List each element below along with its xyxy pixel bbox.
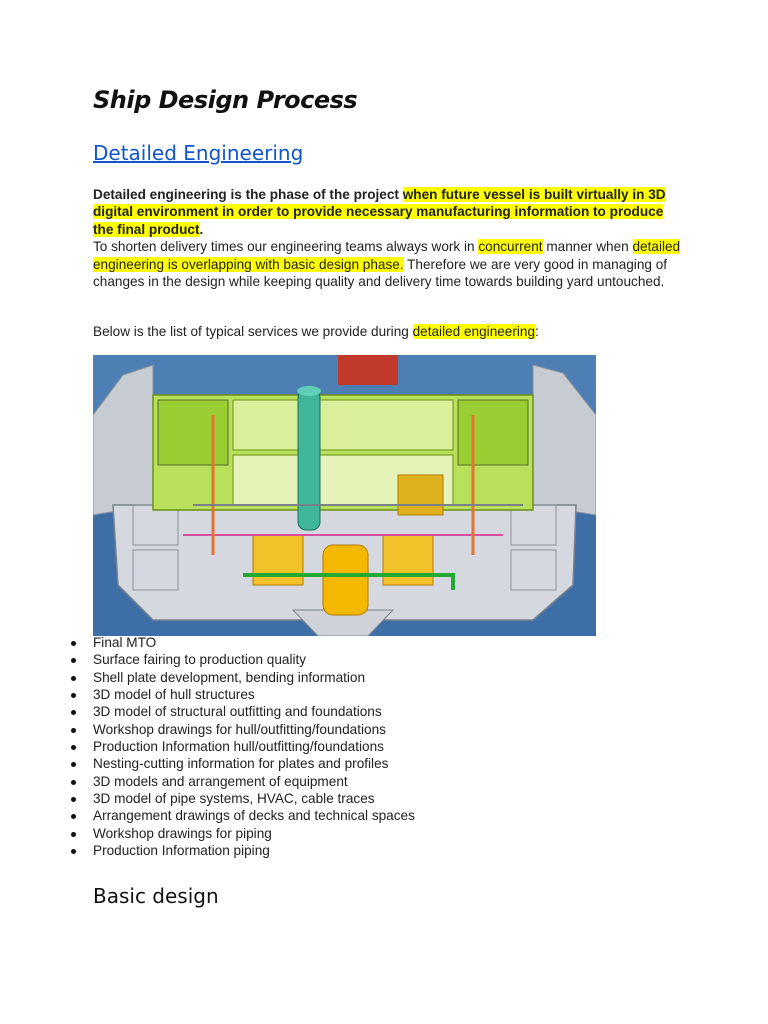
services-list	[93, 634, 415, 859]
concurrent-text: To shorten delivery times our engineering teams always work in	[93, 239, 479, 255]
list-item: Surface fairing to production quality	[93, 651, 415, 668]
detailed-engineering-heading[interactable]: Detailed Engineering	[93, 141, 304, 165]
page-title: Ship Design Process	[93, 86, 358, 114]
list-item: Production Information hull/outfitting/foundations	[93, 738, 415, 755]
services-intro-highlight: detailed engineering	[412, 324, 536, 339]
intro-bold-text: Detailed engineering is the phase of the project	[93, 187, 403, 202]
services-intro-colon: :	[535, 324, 539, 339]
intro-period: .	[199, 221, 204, 237]
services-intro-text: Below is the list of typical services we provide during	[93, 324, 413, 339]
list-item: Final MTO	[93, 634, 415, 651]
list-item: Shell plate development, bending information	[93, 669, 415, 686]
intro-paragraph	[93, 186, 683, 290]
services-intro	[93, 323, 683, 340]
list-item: 3D models and arrangement of equipment	[93, 773, 415, 790]
list-item: Production Information piping	[93, 842, 415, 859]
list-item: 3D model of pipe systems, HVAC, cable traces	[93, 790, 415, 807]
list-item: Workshop drawings for piping	[93, 825, 415, 842]
manner-text: manner when	[542, 239, 633, 255]
list-item: Workshop drawings for hull/outfitting/foundations	[93, 721, 415, 738]
list-item: 3D model of hull structures	[93, 686, 415, 703]
ship-engine-room-3d-model-image	[93, 355, 596, 636]
overlap-highlight: detailed engineering is overlapping with basic design phase.	[93, 239, 681, 272]
list-item: Nesting-cutting information for plates and profiles	[93, 755, 415, 772]
basic-design-heading: Basic design	[93, 884, 219, 908]
list-item: 3D model of structural outfitting and foundations	[93, 703, 415, 720]
concurrent-highlight: concurrent	[478, 239, 543, 255]
intro-highlight-text: when future vessel is built virtually in 3D digital environment in order to provide necessary manufacturing information to produce the final product	[93, 187, 666, 237]
list-item: Arrangement drawings of decks and technical spaces	[93, 808, 415, 824]
changes-text: Therefore we are very good in managing of changes in the design while keeping quality and delivery time towards building yard untouched.	[93, 256, 668, 290]
